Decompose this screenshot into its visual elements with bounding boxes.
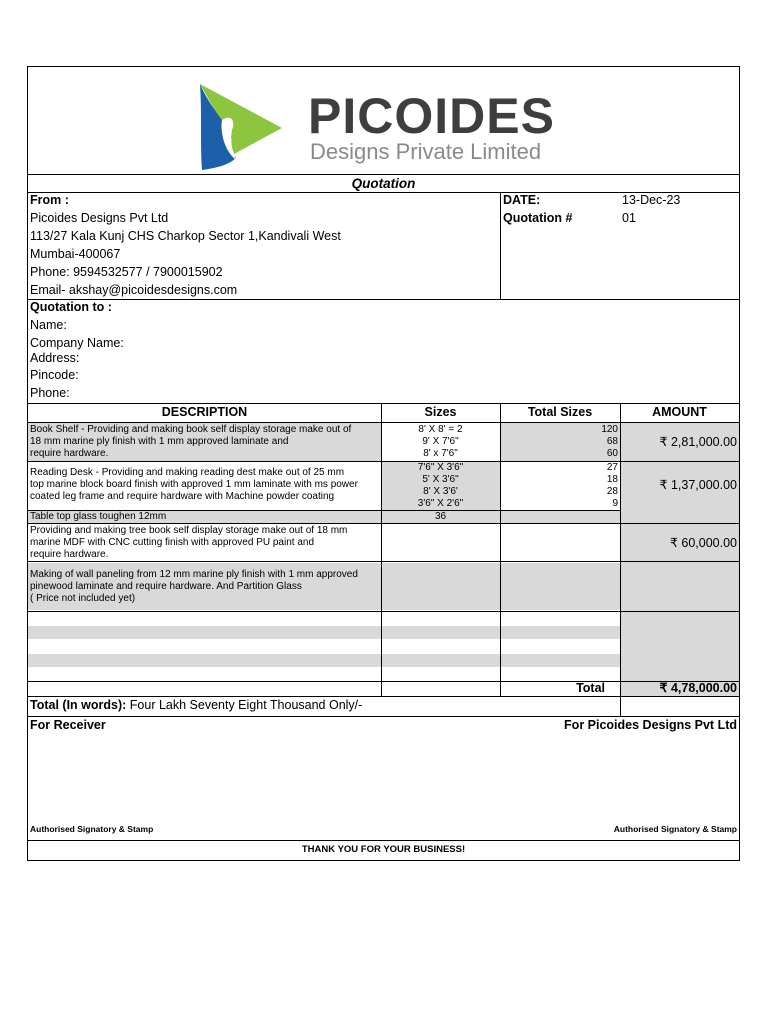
to-address-field: Address: (30, 351, 80, 365)
row2-amount: ₹ 1,37,000.00 (659, 478, 737, 492)
header-description: DESCRIPTION (161, 405, 248, 419)
total-in-words (30, 698, 362, 713)
from-company: Picoides Designs Pvt Ltd (30, 211, 169, 225)
quotation-number-value: 01 (622, 211, 636, 225)
row1-amount: ₹ 2,81,000.00 (659, 435, 737, 449)
to-phone-field: Phone: (30, 386, 70, 400)
row1-sizes: 8' X 8' = 2 9' X 7'6" 8' x 7'6" (418, 424, 463, 459)
to-pincode-field: Pincode: (30, 368, 79, 382)
row2-description: Reading Desk - Providing and making reading dest make out of 25 mm top marine block board finish with approved 1 mm laminate with ms power coated leg frame and require hardware with Machine powder coating (30, 467, 358, 502)
from-address: 113/27 Kala Kunj CHS Charkop Sector 1,Kandivali West (30, 229, 341, 243)
row5-description: Making of wall paneling from 12 mm marine ply finish with 1 mm approved pinewood laminate and require hardware. And Partition Glass ( Price not included yet) (30, 569, 358, 604)
logo-subtitle: Designs Private Limited (310, 139, 542, 164)
woodpecker-logo-icon (196, 82, 284, 174)
for-company-label: For Picoides Designs Pvt Ltd (564, 718, 737, 732)
row3-description: Table top glass toughen 12mm (30, 511, 167, 522)
to-name-field: Name: (30, 318, 67, 332)
row4-amount: ₹ 60,000.00 (669, 536, 737, 550)
total-value: ₹ 4,78,000.00 (659, 681, 737, 695)
row4-description: Providing and making tree book self display storage make out of 18 mm marine MDF with CNC cutting finish with approved PU paint and require hardware. (30, 525, 348, 560)
document-title: Quotation (351, 176, 416, 191)
row2-sizes: 7'6" X 3'6" 5' X 3'6" 8' X 3'6' 3'6" X 2'6" (417, 462, 464, 509)
from-label: From : (30, 193, 69, 207)
for-receiver-label: For Receiver (30, 718, 106, 732)
from-city: Mumbai-400067 (30, 247, 121, 261)
row1-description: Book Shelf - Providing and making book self display storage make out of 18 mm marine ply finish with 1 mm approved laminate and require hardware. (30, 424, 352, 459)
quotation-to-label: Quotation to : (30, 300, 112, 314)
total-in-words-value: Four Lakh Seventy Eight Thousand Only/- (129, 698, 363, 712)
logo-name: PICOIDES (308, 88, 555, 144)
row2-totals: 27 18 28 9 (606, 462, 618, 509)
date-label: DATE: (503, 193, 541, 207)
total-in-words-label: Total (In words): (30, 698, 127, 712)
total-label: Total (576, 681, 605, 695)
from-phone: Phone: 9594532577 / 7900015902 (30, 265, 223, 279)
quotation-number-label: Quotation # (503, 211, 573, 225)
header-sizes: Sizes (424, 405, 457, 419)
header-total-sizes: Total Sizes (527, 405, 593, 419)
from-email: Email- akshay@picoidesdesigns.com (30, 283, 238, 297)
footer-thanks: THANK YOU FOR YOUR BUSINESS! (301, 844, 466, 855)
header-amount: AMOUNT (652, 405, 707, 419)
row3-sizes: 36 (434, 511, 447, 522)
sign-right-label: Authorised Signatory & Stamp (613, 824, 737, 834)
sign-left-label: Authorised Signatory & Stamp (30, 824, 154, 834)
to-company-field: Company Name: (30, 336, 124, 350)
date-value: 13-Dec-23 (622, 193, 681, 207)
row1-totals: 120 68 60 (601, 424, 618, 459)
